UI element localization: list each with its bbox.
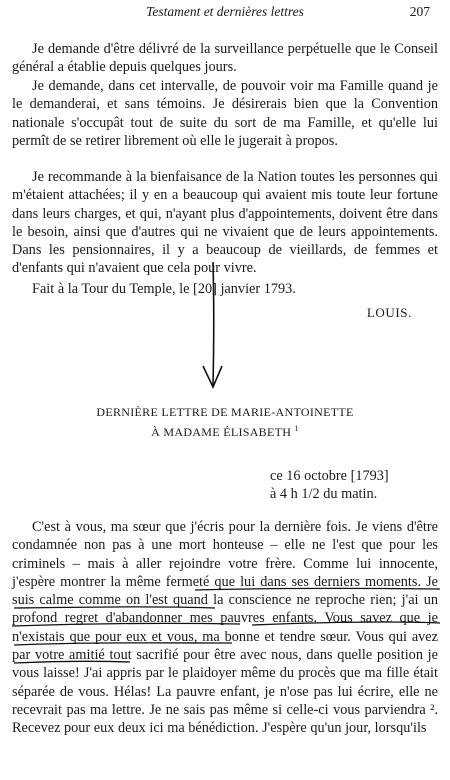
- running-title: Testament et dernières lettres: [146, 4, 304, 19]
- testament-dateline: Fait à la Tour du Temple, le [20] janvier 1793.: [32, 281, 296, 297]
- page-number: 207: [409, 4, 430, 19]
- footnote-ref-1: 1: [294, 424, 299, 433]
- letter-title-text: À MADAME ÉLISABETH: [151, 425, 292, 439]
- annotation-arrow-head: [203, 366, 222, 387]
- signature-louis: LOUIS.: [366, 305, 412, 320]
- letter-paragraph-1: C'est à vous, ma sœur que j'écris pour la dernière fois. Je viens d'être condamnée non pas à une mort honteuse – elle ne l'est que pour les criminels – mais à aller rejoindre votre frère. Comme lui innocente, j'espère montrer la même fermeté que lui dans ses derniers moments. Je suis calme comme on l'est quand la conscience ne reproche rien; j'ai un profond regret d'abandonner mes pauvres enfants. Vous savez que je n'existais que pour eux et vous, ma bonne et tendre sœur. Vous qui avez par votre amitié tout sacrifié pour être avec nous, dans quelle position je vous laisse! J'ai appris par le plaidoyer même du procès que ma fille était séparée de vous. Hélas! La pauvre enfant, je n'ose pas lui écrire, elle ne recevrait pas ma lettre. Je ne sais pas même si celle-ci vous parviendra ². Recevez pour eux deux ici ma bénédiction. J'espère qu'un jour, lorsqu'ils: [12, 519, 438, 737]
- testament-paragraph-2: Je demande, dans cet intervalle, de pouvoir voir ma Famille quand je le demanderai, et sans témoins. Je désirerais bien que la Convention nationale s'occupât tout de suite du sort de ma Famille, et qu'elle lui permît de se retirer librement où elle le jugerait à propos.: [12, 78, 438, 149]
- letter-date-line-1: ce 16 octobre [1793]: [270, 468, 389, 484]
- letter-title-line-1: DERNIÈRE LETTRE DE MARIE-ANTOINETTE: [96, 405, 354, 419]
- letter-title-line-2: [0, 424, 450, 440]
- testament-paragraph-3: Je recommande à la bienfaisance de la Nation toutes les personnes qui m'étaient attachées; il y en a beaucoup qui avaient mis toute leur fortune dans leurs charges, et qui, n'ayant plus d'appointements, doivent être dans le besoin, ainsi que d'autres qui ne vivaient que de leurs appointements. Dans les pensionnaires, il y a beaucoup de vieillards, de femmes et d'enfants qui n'avaient que cela pour vivre.: [12, 169, 438, 277]
- letter-date-line-2: à 4 h 1/2 du matin.: [270, 486, 378, 502]
- page-header: [0, 4, 450, 22]
- testament-paragraph-1: Je demande d'être délivré de la surveillance perpétuelle que le Conseil général a établie depuis quelques jours.: [12, 41, 438, 76]
